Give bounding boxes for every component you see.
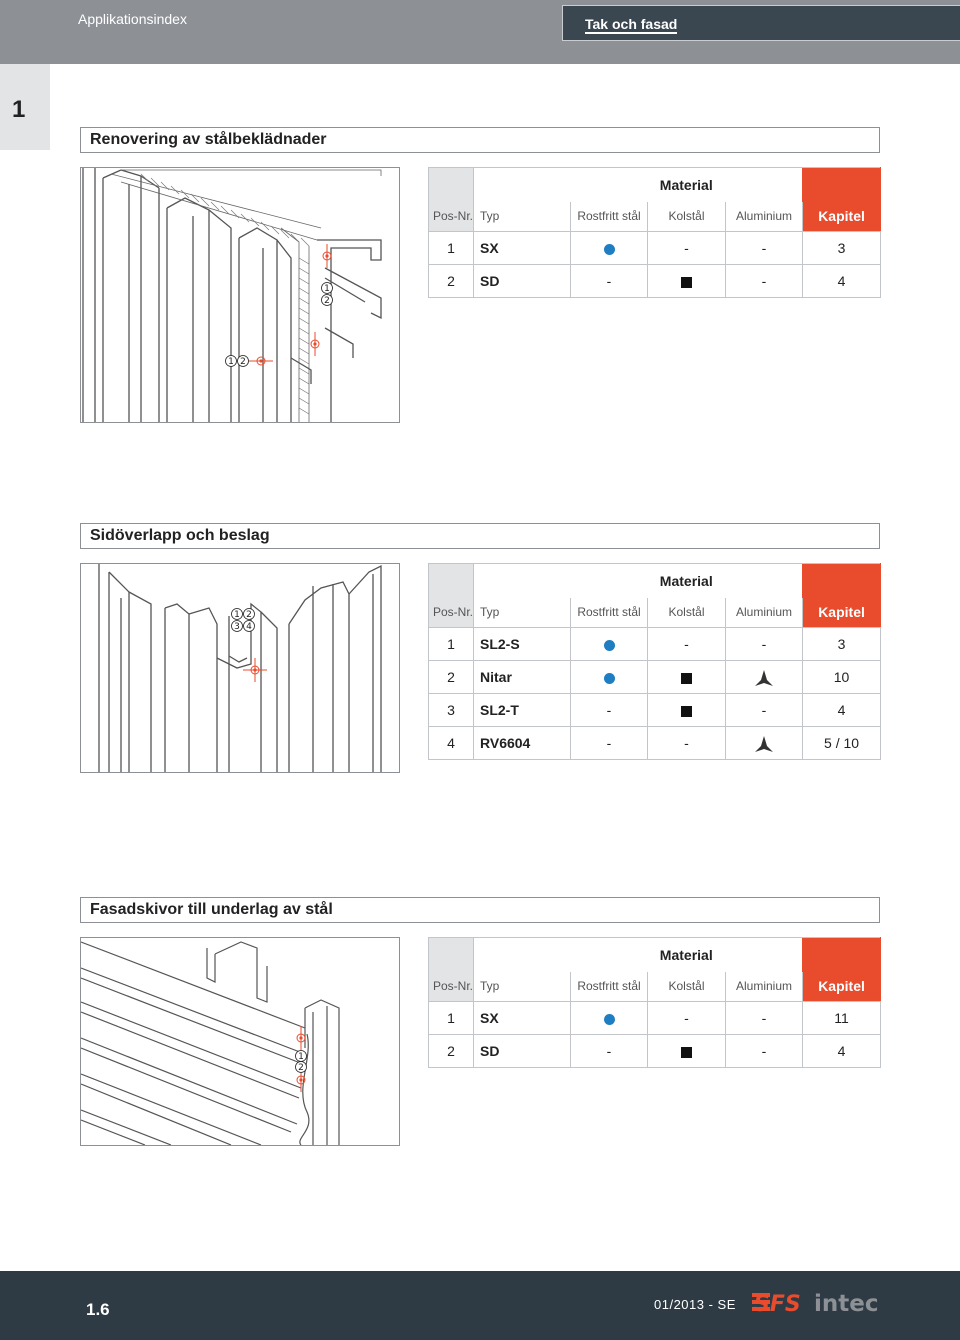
aluminium-cell: - — [726, 1002, 803, 1035]
aluminium-cell — [726, 661, 803, 694]
stainless-dot-icon — [604, 673, 615, 684]
chapter-number: 1 — [12, 96, 26, 123]
pos-cell: 1 — [429, 628, 474, 661]
logo-sfs: SFS — [754, 1292, 801, 1317]
pos-cell: 1 — [429, 1002, 474, 1035]
table-row — [429, 694, 881, 727]
aluminium-header: Aluminium — [726, 202, 803, 232]
rostfritt-cell — [571, 628, 648, 661]
callout-1: 1 — [234, 610, 240, 620]
typ-cell: RV6604 — [474, 727, 571, 760]
kolstal-cell: - — [648, 727, 726, 760]
section-title — [80, 127, 880, 153]
typ-cell: SL2-S — [474, 628, 571, 661]
aluminium-star-icon — [755, 670, 773, 686]
footer — [0, 1271, 960, 1340]
stainless-dot-icon — [604, 1014, 615, 1025]
kapitel-cell: 3 — [803, 628, 881, 661]
kapitel-header: Kapitel — [803, 598, 881, 628]
typ-header: Typ — [474, 202, 571, 232]
rostfritt-cell: - — [571, 1035, 648, 1068]
edition-date: 01/2013 - SE — [654, 1297, 736, 1312]
table-row — [429, 727, 881, 760]
kolstal-cell — [648, 694, 726, 727]
page-number: 1.6 — [86, 1300, 110, 1319]
table-row — [429, 1035, 881, 1068]
kapitel-cell: 4 — [803, 694, 881, 727]
typ-header: Typ — [474, 972, 571, 1002]
kolstal-cell — [648, 661, 726, 694]
aluminium-cell: - — [726, 628, 803, 661]
material-header: Material — [571, 564, 803, 598]
kapitel-cell: 11 — [803, 1002, 881, 1035]
typ-header: Typ — [474, 598, 571, 628]
material-table — [428, 937, 881, 1068]
table-row — [429, 232, 881, 265]
aluminium-header: Aluminium — [726, 972, 803, 1002]
section-title — [80, 897, 880, 923]
pos-cell: 2 — [429, 1035, 474, 1068]
typ-cell: SX — [474, 232, 571, 265]
typ-cell: SX — [474, 1002, 571, 1035]
stainless-dot-icon — [604, 244, 615, 255]
rostfritt-cell: - — [571, 694, 648, 727]
kolstal-cell: - — [648, 1002, 726, 1035]
aluminium-cell: - — [726, 265, 803, 298]
callout-3: 3 — [234, 622, 240, 632]
kapitel-header: Kapitel — [803, 972, 881, 1002]
pos-cell: 2 — [429, 661, 474, 694]
carbon-steel-square-icon — [681, 1047, 692, 1058]
material-table — [428, 167, 881, 298]
carbon-steel-square-icon — [681, 706, 692, 717]
kapitel-header: Kapitel — [803, 202, 881, 232]
section-title-text: Sidöverlapp och beslag — [90, 527, 270, 544]
drawing-fasadskivor — [80, 937, 400, 1146]
stainless-dot-icon — [604, 640, 615, 651]
callout-2: 2 — [240, 357, 246, 367]
typ-cell: Nitar — [474, 661, 571, 694]
aluminium-cell — [726, 727, 803, 760]
logo-intec: intec — [814, 1291, 879, 1317]
callout-2: 2 — [246, 610, 252, 620]
callout-1: 1 — [324, 284, 330, 294]
material-header: Material — [571, 938, 803, 972]
pos-cell: 4 — [429, 727, 474, 760]
section-title-text: Fasadskivor till underlag av stål — [90, 901, 333, 918]
aluminium-cell: - — [726, 694, 803, 727]
sfs-intec-logo — [752, 1285, 882, 1319]
rostfritt-header: Rostfritt stål — [571, 202, 648, 232]
aluminium-star-icon — [755, 736, 773, 752]
kapitel-cell: 5 / 10 — [803, 727, 881, 760]
top-bar — [0, 0, 960, 64]
app-index-link[interactable]: Applikationsindex — [78, 11, 187, 27]
rostfritt-cell — [571, 661, 648, 694]
kapitel-cell: 4 — [803, 265, 881, 298]
typ-cell: SD — [474, 1035, 571, 1068]
kolstal-cell: - — [648, 232, 726, 265]
callout-2: 2 — [324, 296, 330, 306]
callout-1: 1 — [298, 1052, 304, 1062]
kapitel-cell: 3 — [803, 232, 881, 265]
material-table — [428, 563, 881, 760]
rostfritt-cell: - — [571, 727, 648, 760]
rostfritt-cell — [571, 1002, 648, 1035]
table-row — [429, 628, 881, 661]
pos-header: Pos-Nr. — [429, 598, 474, 628]
kolstal-header: Kolstål — [648, 202, 726, 232]
pos-cell: 2 — [429, 265, 474, 298]
section-title — [80, 523, 880, 549]
aluminium-cell: - — [726, 1035, 803, 1068]
kolstal-header: Kolstål — [648, 972, 726, 1002]
drawing-sidoverlapp — [80, 563, 400, 773]
callout-2: 2 — [298, 1063, 304, 1073]
aluminium-header: Aluminium — [726, 598, 803, 628]
kapitel-cell: 10 — [803, 661, 881, 694]
rostfritt-cell: - — [571, 265, 648, 298]
rostfritt-header: Rostfritt stål — [571, 972, 648, 1002]
kolstal-cell — [648, 265, 726, 298]
pos-cell: 3 — [429, 694, 474, 727]
material-header: Material — [571, 168, 803, 202]
table-row — [429, 1002, 881, 1035]
carbon-steel-square-icon — [681, 673, 692, 684]
kolstal-cell: - — [648, 628, 726, 661]
rostfritt-cell — [571, 232, 648, 265]
typ-cell: SL2-T — [474, 694, 571, 727]
table-row — [429, 661, 881, 694]
kapitel-cell: 4 — [803, 1035, 881, 1068]
kolstal-header: Kolstål — [648, 598, 726, 628]
rostfritt-header: Rostfritt stål — [571, 598, 648, 628]
callout-4: 4 — [246, 622, 252, 632]
pos-cell: 1 — [429, 232, 474, 265]
tab-label: Tak och fasad — [585, 16, 678, 32]
tab-tak-och-fasad[interactable] — [562, 5, 960, 41]
table-row — [429, 265, 881, 298]
section-title-text: Renovering av stålbeklädnader — [90, 131, 327, 148]
pos-header: Pos-Nr. — [429, 202, 474, 232]
pos-header: Pos-Nr. — [429, 972, 474, 1002]
drawing-renovering — [80, 167, 400, 423]
callout-1: 1 — [228, 357, 234, 367]
kolstal-cell — [648, 1035, 726, 1068]
typ-cell: SD — [474, 265, 571, 298]
aluminium-cell: - — [726, 232, 803, 265]
carbon-steel-square-icon — [681, 277, 692, 288]
